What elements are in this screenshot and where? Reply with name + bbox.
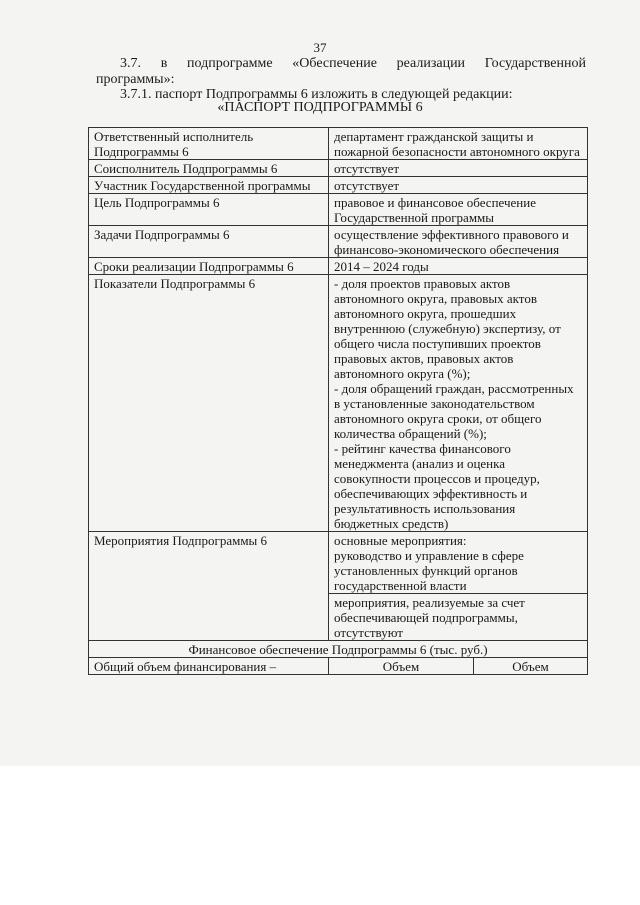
- financing-header: Финансовое обеспечение Подпрограммы 6 (тыс. руб.): [89, 641, 588, 658]
- table-row: [89, 275, 588, 532]
- row-label: Задачи Подпрограммы 6: [89, 226, 329, 258]
- clause-3-7-1: 3.7.1. паспорт Подпрограммы 6 изложить в следующей редакции:: [120, 87, 513, 102]
- financing-volume-col: Объем: [474, 658, 588, 675]
- row-label: Ответственный исполнитель Подпрограммы 6: [89, 128, 329, 160]
- clause-3-7: 3.7. в подпрограмме «Обеспечение реализации Государственной программы»:: [96, 56, 586, 87]
- row-label: Показатели Подпрограммы 6: [89, 275, 329, 532]
- row-value: осуществление эффективного правового и финансово-экономического обеспечения: [329, 226, 588, 258]
- measures-label: Мероприятия Подпрограммы 6: [89, 532, 329, 641]
- table-row: [89, 226, 588, 258]
- table-row: [89, 258, 588, 275]
- passport-title: «ПАСПОРТ ПОДПРОГРАММЫ 6: [217, 100, 423, 115]
- table-row: [89, 194, 588, 226]
- row-label: Цель Подпрограммы 6: [89, 194, 329, 226]
- financing-volume-col: Объем: [329, 658, 474, 675]
- financing-total-label: Общий объем финансирования –: [89, 658, 329, 675]
- row-label: Сроки реализации Подпрограммы 6: [89, 258, 329, 275]
- table-row: [89, 128, 588, 160]
- row-label: Соисполнитель Подпрограммы 6: [89, 160, 329, 177]
- row-value: - доля проектов правовых актов автономного округа, правовых актов автономного округа, прошедших внутреннюю (служебную) экспертизу, от общего числа поступивших проектов правовых актов, правовых актов автономного округа (%); - доля обращений граждан, рассмотренных в установленные законодательством автономного округа сроки, от общего количества обращений (%); - рейтинг качества финансового менеджмента (анализ и оценка совокупности процессов и процедур, обеспечивающих эффективность и результативность использования бюджетных средств): [329, 275, 588, 532]
- row-value: отсутствует: [329, 160, 588, 177]
- row-value: департамент гражданской защиты и пожарной безопасности автономного округа: [329, 128, 588, 160]
- row-value: отсутствует: [329, 177, 588, 194]
- table-row: [89, 177, 588, 194]
- row-label: Участник Государственной программы: [89, 177, 329, 194]
- measures-main: основные мероприятия: руководство и управление в сфере установленных функций органов государственной власти: [329, 532, 588, 594]
- measures-supporting: мероприятия, реализуемые за счет обеспечивающей подпрограммы, отсутствуют: [329, 594, 588, 641]
- table-row: [89, 160, 588, 177]
- row-value: 2014 – 2024 годы: [329, 258, 588, 275]
- table-row: [89, 658, 588, 675]
- page-number: 37: [313, 40, 327, 55]
- table-row: [89, 532, 588, 594]
- table-row: [89, 641, 588, 658]
- row-value: правовое и финансовое обеспечение Государственной программы: [329, 194, 588, 226]
- passport-table: [88, 127, 588, 675]
